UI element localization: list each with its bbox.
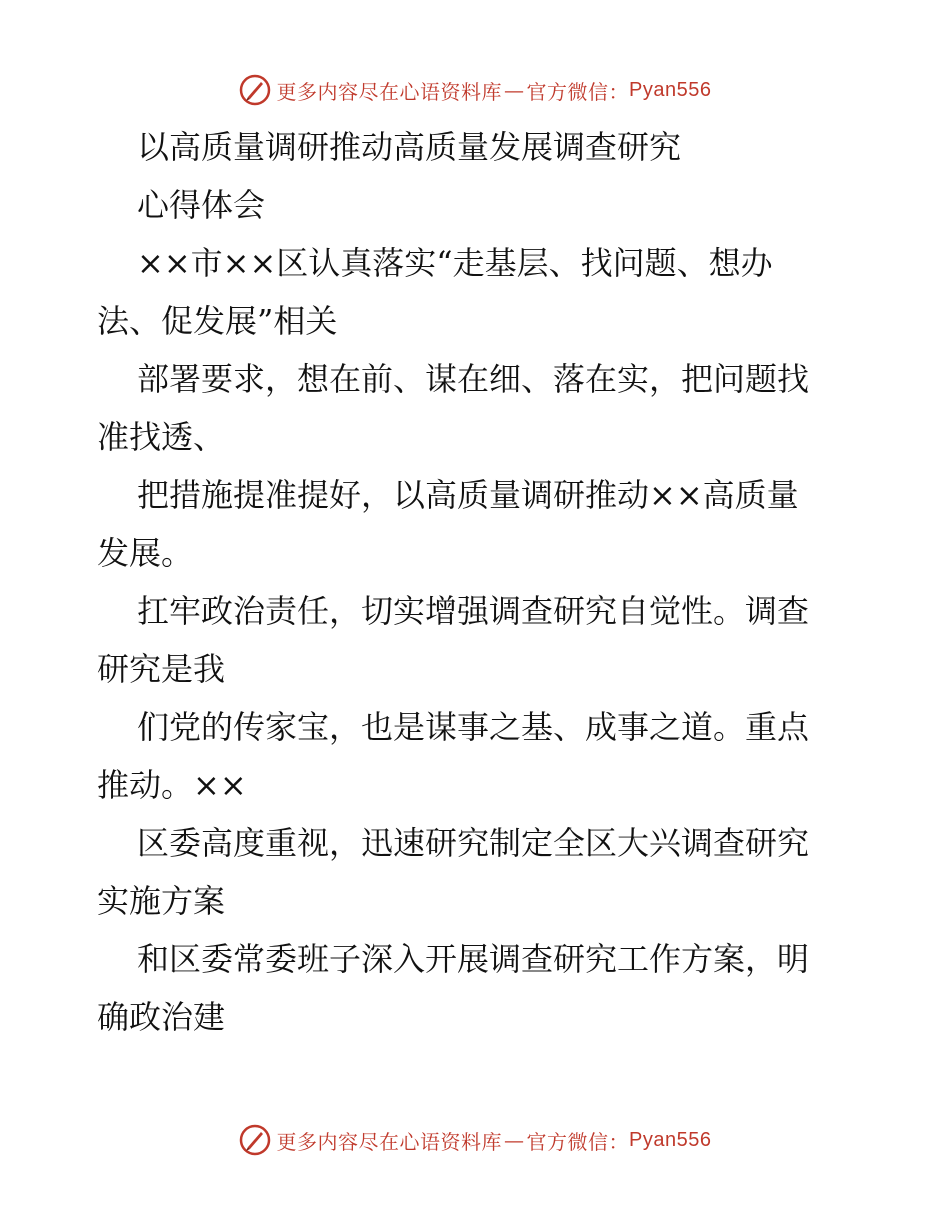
footer-banner xyxy=(0,1120,950,1160)
paragraph-line: 研究是我 xyxy=(97,650,226,688)
banner-text: 更多内容尽在心语资料库 xyxy=(276,79,503,104)
paragraph-line: 区委高度重视，迅速研究制定全区大兴调查研究 xyxy=(137,824,810,862)
quill-logo-icon xyxy=(239,1124,271,1156)
document-title-line-1: 以高质量调研推动高质量发展调查研究 xyxy=(137,128,682,166)
paragraph-line: 和区委常委班子深入开展调查研究工作方案，明 xyxy=(137,940,810,978)
banner-dash: — xyxy=(504,78,525,102)
document-body xyxy=(97,118,849,1046)
paragraph-line: 法、促发展”相关 xyxy=(97,302,338,340)
header-banner xyxy=(0,70,950,110)
banner-dash: — xyxy=(504,1128,525,1152)
paragraph-line: 们党的传家宝，也是谋事之基、成事之道。重点 xyxy=(137,708,810,746)
banner-wechat-label: 官方微信： xyxy=(526,79,630,104)
paragraph-line: 把措施提准提好，以高质量调研推动××高质量 xyxy=(137,476,799,514)
paragraph-line: 部署要求，想在前、谋在细、落在实，把问题找 xyxy=(137,360,810,398)
banner-wechat-id: Pyan556 xyxy=(629,78,712,101)
banner-text: 更多内容尽在心语资料库 xyxy=(276,1129,503,1154)
paragraph-line: 推动。×× xyxy=(97,766,247,804)
quill-logo-icon xyxy=(239,74,271,106)
paragraph-line: 实施方案 xyxy=(97,882,226,920)
paragraph-line: 扛牢政治责任，切实增强调查研究自觉性。调查 xyxy=(137,592,810,630)
paragraph-line: ××市××区认真落实“走基层、找问题、想办 xyxy=(137,244,773,282)
banner-wechat-label: 官方微信： xyxy=(526,1129,630,1154)
banner-wechat-id: Pyan556 xyxy=(629,1128,712,1151)
paragraph-line: 确政治建 xyxy=(97,998,226,1036)
document-title-line-2: 心得体会 xyxy=(137,186,266,224)
paragraph-line: 准找透、 xyxy=(97,418,226,456)
paragraph-line: 发展。 xyxy=(97,534,194,572)
